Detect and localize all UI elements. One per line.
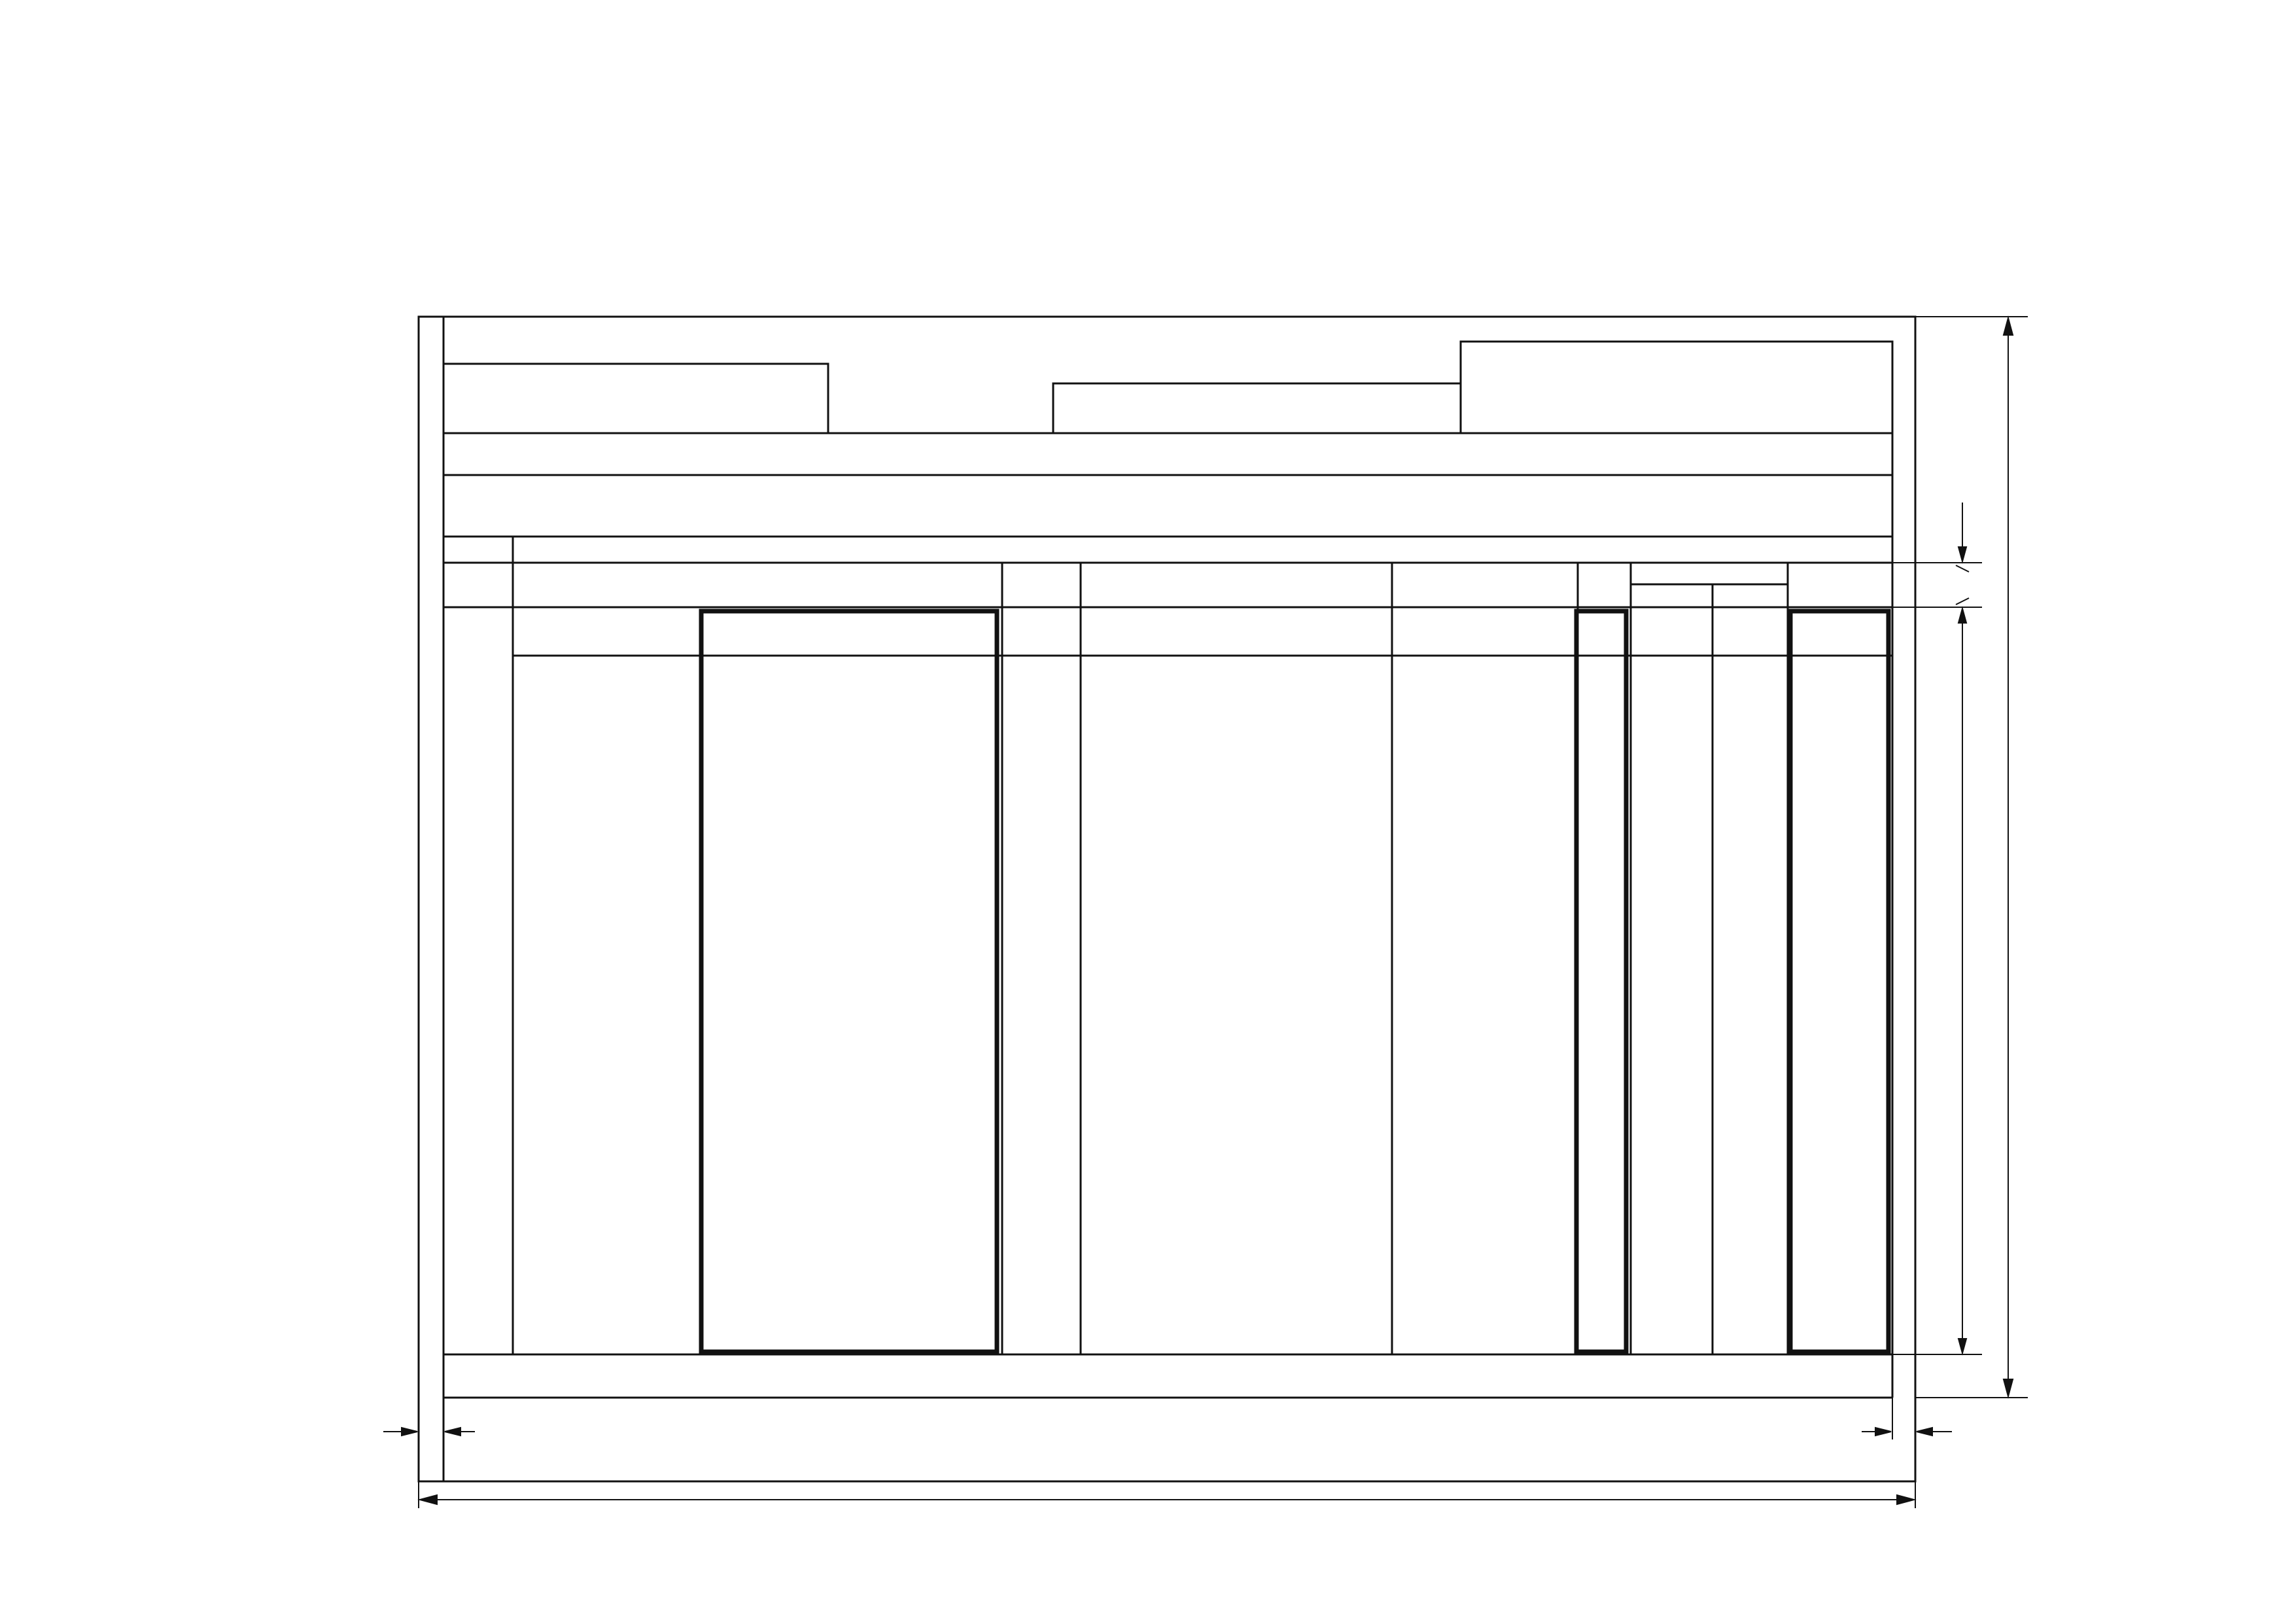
emphasized-columns (701, 611, 1888, 1352)
dimension-lines (383, 317, 2028, 1508)
form-frame-lines (419, 317, 1915, 1481)
